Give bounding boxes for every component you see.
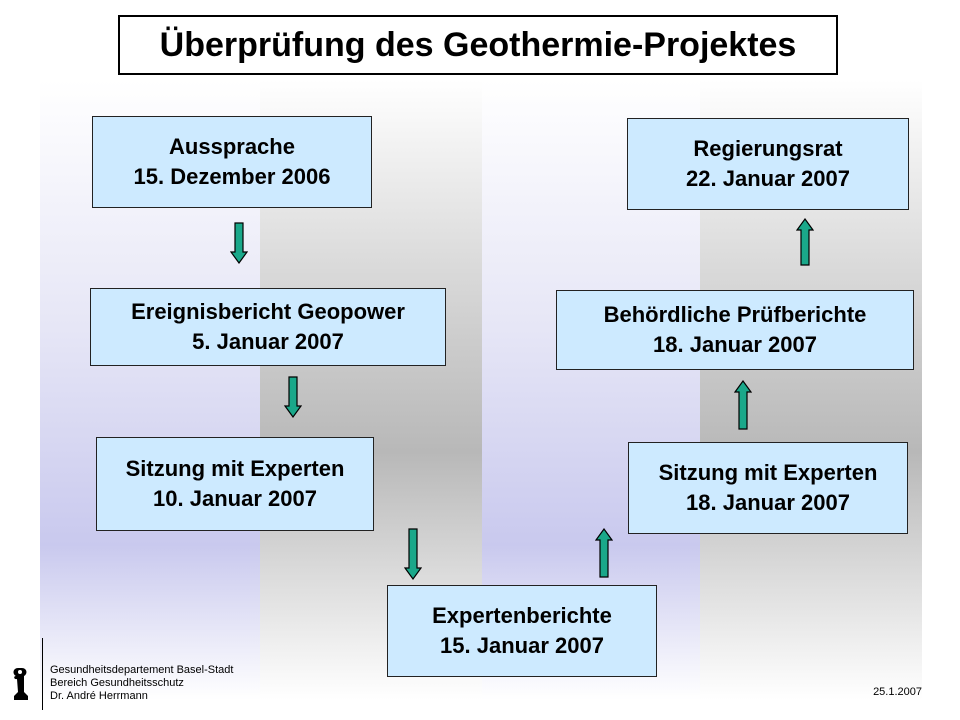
box-ereignisbericht bbox=[90, 288, 446, 366]
box-regierungsrat-date: 22. Januar 2007 bbox=[686, 166, 850, 191]
box-sitzung-2 bbox=[628, 442, 908, 534]
footer-organization bbox=[50, 664, 233, 703]
box-pruefberichte bbox=[556, 290, 914, 370]
arrow-down-icon bbox=[230, 222, 248, 264]
footer-section: Bereich Gesundheitsschutz bbox=[50, 677, 184, 689]
basel-crozier-logo-icon bbox=[10, 666, 32, 702]
box-pruefberichte-date: 18. Januar 2007 bbox=[653, 332, 817, 357]
arrow-up-icon bbox=[796, 218, 814, 266]
box-expertenberichte-date: 15. Januar 2007 bbox=[440, 633, 604, 658]
box-regierungsrat-label: Regierungsrat bbox=[693, 136, 843, 161]
footer-department: Gesundheitsdepartement Basel-Stadt bbox=[50, 664, 234, 676]
arrow-down-icon bbox=[284, 376, 302, 418]
footer-date: 25.1.2007 bbox=[873, 686, 922, 698]
box-aussprache-label: Aussprache bbox=[169, 134, 295, 159]
box-expertenberichte-label: Expertenberichte bbox=[432, 603, 612, 628]
box-regierungsrat bbox=[627, 118, 909, 210]
box-aussprache bbox=[92, 116, 372, 208]
box-sitzung-2-label: Sitzung mit Experten bbox=[658, 460, 878, 485]
footer-author: Dr. André Herrmann bbox=[50, 690, 148, 702]
slide-title: Überprüfung des Geothermie-Projektes bbox=[118, 15, 838, 75]
box-sitzung-1-date: 10. Januar 2007 bbox=[153, 486, 317, 511]
box-expertenberichte bbox=[387, 585, 657, 677]
footer-divider bbox=[42, 638, 43, 710]
box-aussprache-date: 15. Dezember 2006 bbox=[133, 164, 331, 189]
box-sitzung-1 bbox=[96, 437, 374, 531]
box-sitzung-1-label: Sitzung mit Experten bbox=[125, 456, 345, 481]
arrow-up-icon bbox=[595, 528, 613, 578]
box-pruefberichte-label: Behördliche Prüfberichte bbox=[603, 302, 867, 327]
box-sitzung-2-date: 18. Januar 2007 bbox=[686, 490, 850, 515]
box-ereignisbericht-date: 5. Januar 2007 bbox=[192, 329, 344, 354]
box-ereignisbericht-label: Ereignisbericht Geopower bbox=[131, 299, 405, 324]
arrow-up-icon bbox=[734, 380, 752, 430]
arrow-down-icon bbox=[404, 528, 422, 580]
